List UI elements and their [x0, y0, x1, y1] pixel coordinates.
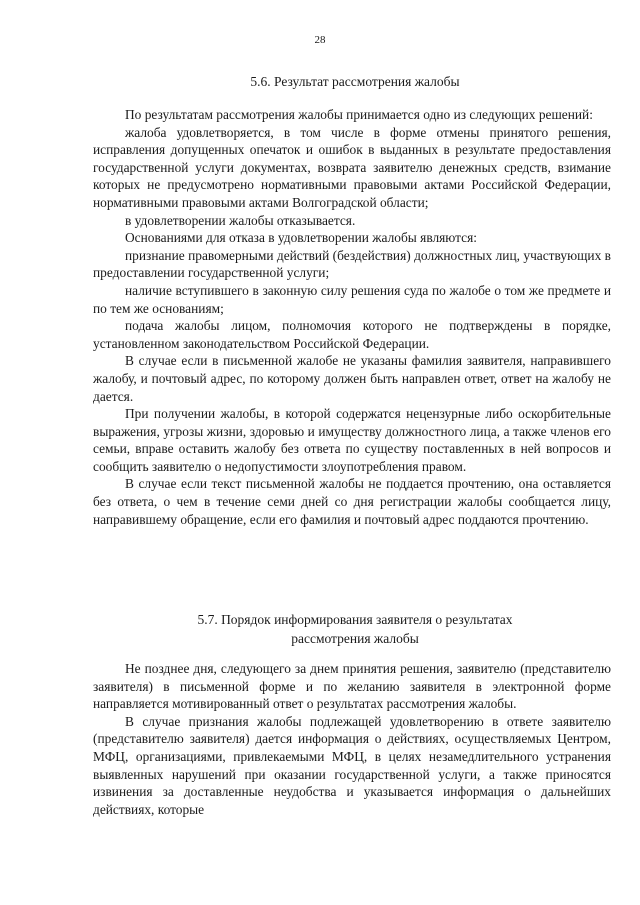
section-5-7-body: [93, 660, 611, 818]
paragraph: По результатам рассмотрения жалобы принимается одно из следующих решений:: [125, 107, 593, 122]
paragraph: Не позднее дня, следующего за днем принятия решения, заявителю (представителю заявителя) в письменной форме и по желанию заявителя в электронной форме направляется мотивированный ответ о результатах рассмотрения жалобы.: [93, 661, 611, 712]
paragraph: В случае если текст письменной жалобы не поддается прочтению, она оставляется без ответа, о чем в течение семи дней со дня регистрации жалобы сообщается лицу, направившему обращение, если его фамилия и почтовый адрес поддаются прочтению.: [93, 476, 611, 527]
section-5-6-body: [93, 106, 611, 528]
page-number: 28: [314, 34, 326, 46]
paragraph: подача жалобы лицом, полномочия которого не подтверждены в порядке, установленном законодательством Российской Федерации.: [93, 318, 611, 351]
paragraph: В случае признания жалобы подлежащей удовлетворению в ответе заявителю (представителю заявителя) дается информация о действиях, осуществляемых Центром, МФЦ, организациями, привлекаемыми МФЦ, в целях незамедлительного устранения выявленных нарушений при оказании государственной услуги, а также приносятся извинения за доставленные неудобства и указывается информация о дальнейших действиях, которые: [93, 713, 611, 817]
paragraph: При получении жалобы, в которой содержатся нецензурные либо оскорбительные выражения, угрозы жизни, здоровью и имуществу должностного лица, а также членов его семьи, вправе оставить жалобу без ответа по существу поставленных в ней вопросов и сообщить заявителю о недопустимости злоупотребления правом.: [93, 406, 611, 474]
paragraph: признание правомерными действий (бездействия) должностных лиц, участвующих в предоставлении государственной услуги;: [93, 247, 611, 281]
section-5-7-heading-line1: 5.7. Порядок информирования заявителя о результатах: [197, 612, 513, 627]
section-5-7-heading-line2: рассмотрения жалобы: [291, 631, 419, 646]
paragraph: В случае если в письменной жалобе не указаны фамилия заявителя, направившего жалобу, и почтовый адрес, по которому должен быть направлен ответ, ответ на жалобу не дается.: [93, 353, 611, 404]
section-5-7-heading: [100, 610, 610, 648]
paragraph: Основаниями для отказа в удовлетворении жалобы являются:: [125, 230, 477, 246]
paragraph: жалоба удовлетворяется, в том числе в форме отмены принятого решения, исправления допущенных опечаток и ошибок в выданных в результате предоставления государственной услуги документах, возврата заявителю денежных средств, взимание которых не предусмотрено нормативными правовыми актами Российской Федерации, нормативными правовыми актами Волгоградской области;: [93, 124, 611, 210]
section-5-6-heading: 5.6. Результат рассмотрения жалобы: [250, 74, 460, 89]
paragraph: в удовлетворении жалобы отказывается.: [125, 212, 356, 228]
paragraph: наличие вступившего в законную силу решения суда по жалобе о том же предмете и по тем же основаниям;: [93, 282, 611, 316]
